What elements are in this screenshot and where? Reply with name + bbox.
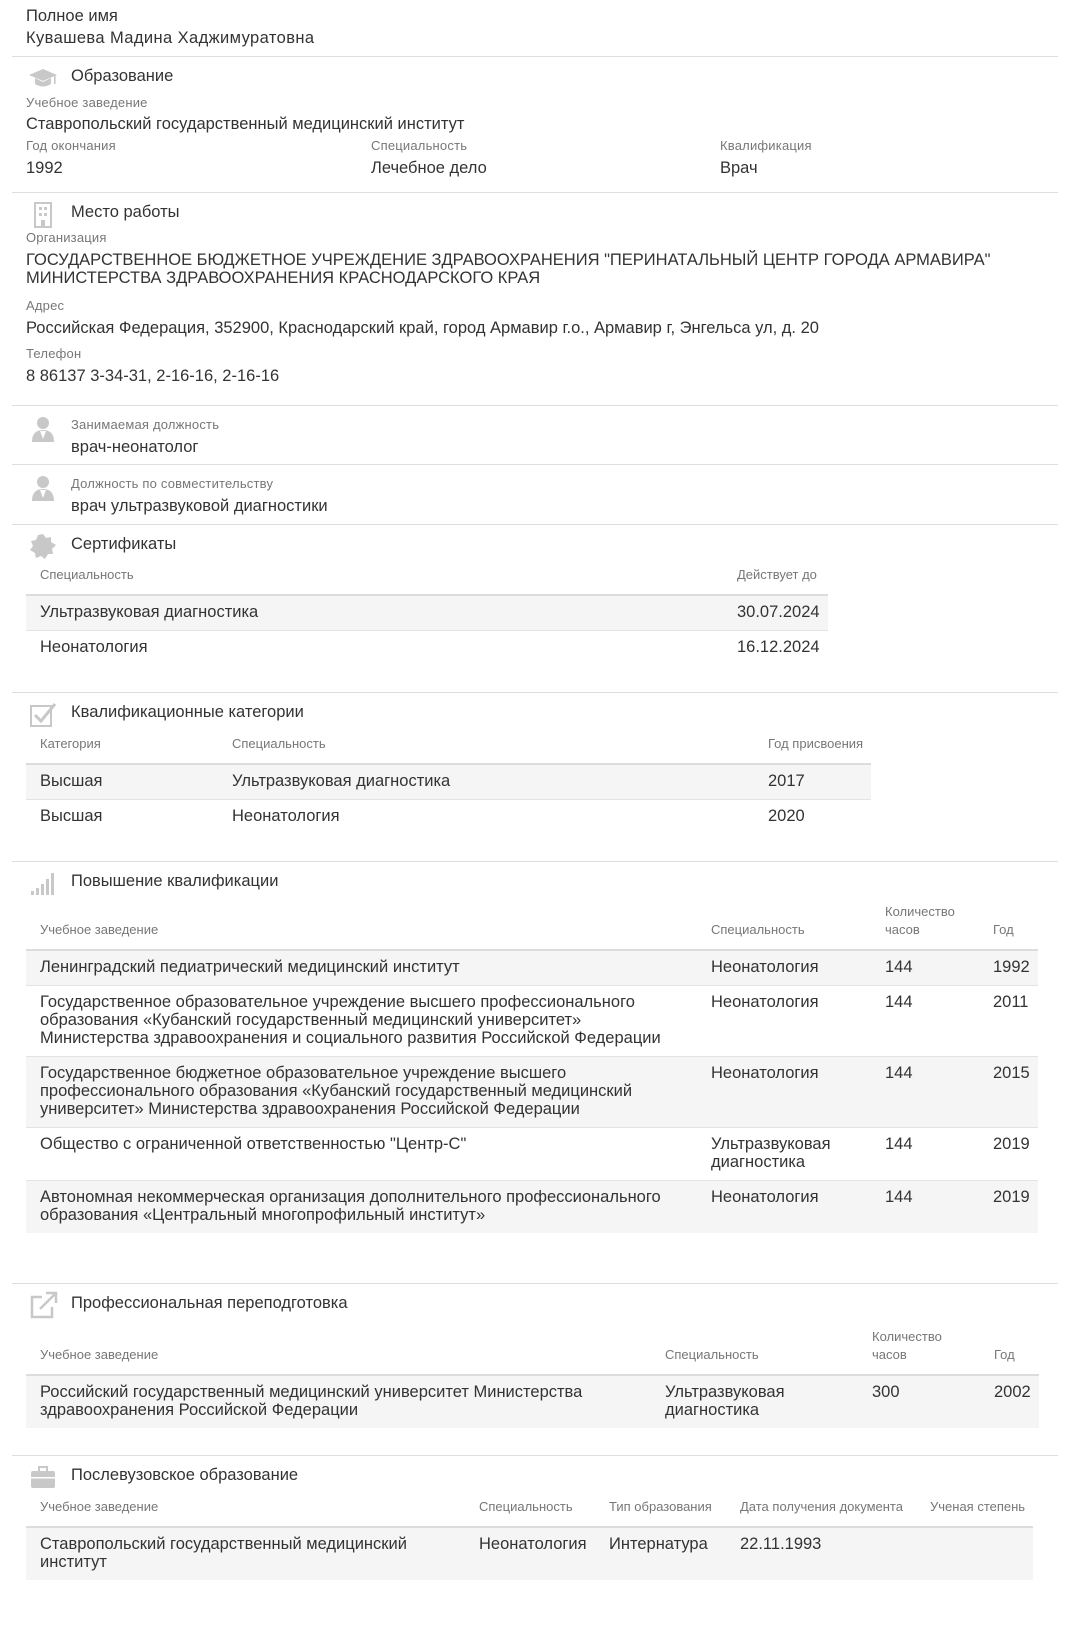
improvement-table: [26, 903, 1038, 1233]
table-cell: Общество с ограниченной ответственностью "Центр-С": [26, 1128, 697, 1181]
table-cell: 144: [871, 1181, 979, 1234]
table-cell: Неонатология: [697, 1181, 871, 1234]
external-link-icon: [28, 1291, 58, 1319]
column-header: Категория: [26, 735, 218, 764]
table-cell: 2017: [754, 764, 871, 800]
table-cell: Ультразвуковая диагностика: [651, 1375, 858, 1428]
table-cell: 2019: [979, 1181, 1038, 1234]
education-institution-label: Учебное заведение: [26, 95, 148, 110]
table-cell: 144: [871, 1057, 979, 1128]
table-row: [26, 800, 871, 835]
table-cell: Ставропольский государственный медицинский институт: [26, 1527, 465, 1580]
column-header: Специальность: [697, 903, 871, 950]
table-cell: Интернатура: [595, 1527, 726, 1580]
table-row: [26, 1057, 1038, 1128]
briefcase-icon: [28, 1462, 58, 1490]
column-header: Учебное заведение: [26, 1328, 651, 1375]
education-qualification: Врач: [720, 159, 758, 177]
column-header: Год: [979, 903, 1038, 950]
postgraduate-table: [26, 1498, 1033, 1580]
table-row: [26, 1181, 1038, 1234]
education-year-label: Год окончания: [26, 138, 116, 153]
full-name-label: Полное имя: [26, 7, 118, 25]
divider: [12, 56, 1058, 57]
table-cell: Автономная некоммерческая организация дополнительного профессионального образования «Центральный многопрофильный институт»: [26, 1181, 697, 1234]
table-cell: 2019: [979, 1128, 1038, 1181]
divider: [12, 692, 1058, 693]
education-qualification-label: Квалификация: [720, 138, 812, 153]
table-cell: Государственное образовательное учреждение высшего профессионального образования «Кубанский государственный медицинский университет» Министерства здравоохранения и социального развития Российской Федерации: [26, 986, 697, 1057]
divider: [12, 192, 1058, 193]
certificates-table: [26, 566, 828, 665]
workplace-org-label: Организация: [26, 230, 107, 245]
divider: [12, 524, 1058, 525]
table-cell: Ультразвуковая диагностика: [218, 764, 754, 800]
table-cell: 2002: [980, 1375, 1039, 1428]
column-header: Год присвоения: [754, 735, 871, 764]
table-cell: 22.11.1993: [726, 1527, 916, 1580]
divider: [12, 405, 1058, 406]
signal-bars-icon: [28, 868, 58, 896]
table-cell: 16.12.2024: [723, 631, 828, 666]
table-cell: Высшая: [26, 764, 218, 800]
table-cell: [916, 1527, 1033, 1580]
column-header: Специальность: [465, 1498, 595, 1527]
person-icon: [28, 474, 58, 502]
table-cell: Высшая: [26, 800, 218, 835]
table-cell: 144: [871, 950, 979, 986]
education-title: Образование: [71, 67, 174, 85]
certificate-seal-icon: [28, 532, 58, 560]
table-cell: Неонатология: [697, 1057, 871, 1128]
column-header: Дата получения документа: [726, 1498, 916, 1527]
side-position-value: врач ультразвуковой диагностики: [71, 497, 328, 515]
column-header: Количество часов: [858, 1328, 980, 1375]
improvement-title: Повышение квалификации: [71, 872, 279, 890]
table-cell: Неонатология: [218, 800, 754, 835]
position-label: Занимаемая должность: [71, 417, 220, 432]
table-cell: Неонатология: [26, 631, 723, 666]
column-header: Количество часов: [871, 903, 979, 950]
education-institution: Ставропольский государственный медицинский институт: [26, 115, 465, 133]
table-cell: Российский государственный медицинский университет Министерства здравоохранения Российской Федерации: [26, 1375, 651, 1428]
workplace-org-line2: МИНИСТЕРСТВА ЗДРАВООХРАНЕНИЯ КРАСНОДАРСКОГО КРАЯ: [26, 269, 541, 287]
education-specialty: Лечебное дело: [371, 159, 487, 177]
column-header: Тип образования: [595, 1498, 726, 1527]
table-row: [26, 764, 871, 800]
column-header: Год: [980, 1328, 1039, 1375]
divider: [12, 861, 1058, 862]
retraining-title: Профессиональная переподготовка: [71, 1294, 348, 1312]
table-row: [26, 1375, 1039, 1428]
categories-title: Квалификационные категории: [71, 703, 304, 721]
table-row: [26, 1128, 1038, 1181]
workplace-phone: 8 86137 3-34-31, 2-16-16, 2-16-16: [26, 367, 280, 385]
column-header: Действует до: [723, 566, 828, 595]
table-cell: 144: [871, 986, 979, 1057]
table-cell: 144: [871, 1128, 979, 1181]
divider: [12, 464, 1058, 465]
table-row: [26, 631, 828, 666]
workplace-address: Российская Федерация, 352900, Краснодарский край, город Армавир г.о., Армавир г, Энгельса ул, д. 20: [26, 319, 819, 337]
workplace-org-line1: ГОСУДАРСТВЕННОЕ БЮДЖЕТНОЕ УЧРЕЖДЕНИЕ ЗДРАВООХРАНЕНИЯ "ПЕРИНАТАЛЬНЫЙ ЦЕНТР ГОРОДА АРМАВИРА": [26, 251, 991, 269]
workplace-phone-label: Телефон: [26, 346, 82, 361]
table-cell: Неонатология: [697, 950, 871, 986]
position-value: врач-неонатолог: [71, 438, 199, 456]
table-row: [26, 1527, 1033, 1580]
full-name-value: Кувашева Мадина Хаджимуратовна: [26, 29, 315, 47]
table-cell: Ленинградский педиатрический медицинский институт: [26, 950, 697, 986]
table-cell: Ультразвуковая диагностика: [697, 1128, 871, 1181]
column-header: Специальность: [218, 735, 754, 764]
retraining-table: [26, 1328, 1039, 1428]
side-position-label: Должность по совместительству: [71, 476, 274, 491]
table-row: [26, 950, 1038, 986]
table-cell: 30.07.2024: [723, 595, 828, 631]
table-cell: Государственное бюджетное образовательное учреждение высшего профессионального образования «Кубанский государственный медицинский университет» Министерства здравоохранения Российской Федерации: [26, 1057, 697, 1128]
workplace-title: Место работы: [71, 203, 180, 221]
table-cell: 1992: [979, 950, 1038, 986]
column-header: Специальность: [26, 566, 723, 595]
person-icon: [28, 415, 58, 443]
table-row: [26, 595, 828, 631]
divider: [12, 1283, 1058, 1284]
table-cell: Неонатология: [465, 1527, 595, 1580]
checkbox-icon: [28, 700, 58, 728]
graduation-cap-icon: [28, 64, 58, 92]
categories-table: [26, 735, 871, 834]
column-header: Ученая степень: [916, 1498, 1033, 1527]
column-header: Учебное заведение: [26, 1498, 465, 1527]
education-year: 1992: [26, 159, 63, 177]
certificates-title: Сертификаты: [71, 535, 177, 553]
table-cell: 2020: [754, 800, 871, 835]
table-cell: 2015: [979, 1057, 1038, 1128]
education-specialty-label: Специальность: [371, 138, 468, 153]
table-cell: 2011: [979, 986, 1038, 1057]
workplace-address-label: Адрес: [26, 298, 65, 313]
building-icon: [28, 200, 58, 228]
table-row: [26, 986, 1038, 1057]
table-cell: Ультразвуковая диагностика: [26, 595, 723, 631]
column-header: Учебное заведение: [26, 903, 697, 950]
postgraduate-title: Послевузовское образование: [71, 1466, 299, 1484]
divider: [12, 1455, 1058, 1456]
table-cell: Неонатология: [697, 986, 871, 1057]
column-header: Специальность: [651, 1328, 858, 1375]
table-cell: 300: [858, 1375, 980, 1428]
